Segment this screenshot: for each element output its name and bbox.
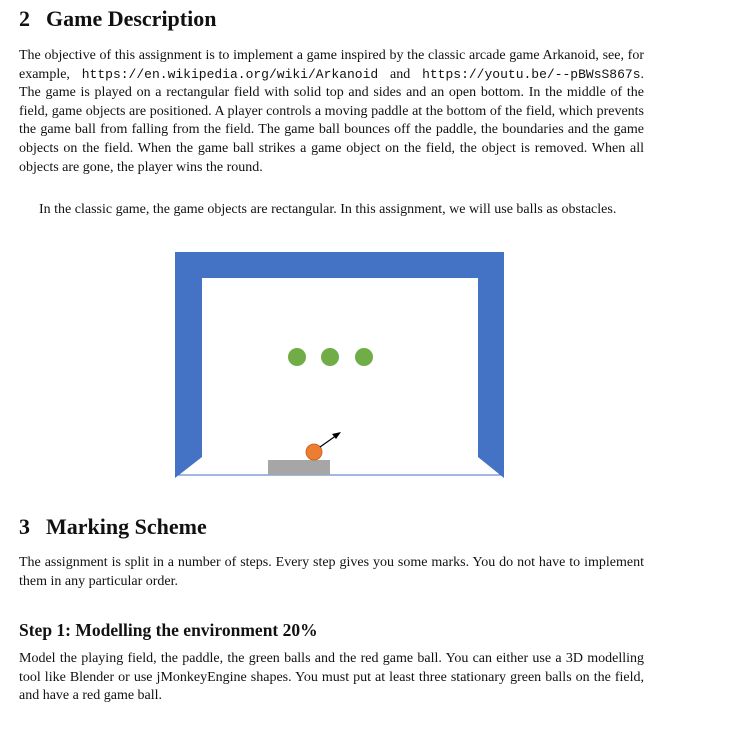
section-title: Marking Scheme <box>46 514 207 539</box>
game-field-figure <box>175 248 505 478</box>
paragraph-game-description <box>19 47 644 177</box>
paragraph-marking-scheme: The assignment is split in a number of steps. Every step gives you some marks. You do not have to implement them in any particular order. <box>19 555 644 589</box>
paragraph-step1: Model the playing field, the paddle, the green balls and the red game ball. You can either use a 3D modelling tool like Blender or use jMonkeyEngine shapes. You must put at least three stationary green balls on the field, and have a red game ball. <box>19 651 644 704</box>
paragraph-obstacles: In the classic game, the game objects are rectangular. In this assignment, we will use balls as obstacles. <box>39 202 617 217</box>
link-wikipedia[interactable]: https://en.wikipedia.org/wiki/Arkanoid <box>81 66 379 82</box>
field-wall <box>175 252 504 478</box>
paragraph-text: The objective of this assignment is to implement a game inspired by the classic arcade game Arkanoid, see, for example, <box>19 48 644 82</box>
step1-heading: Step 1: Modelling the environment 20% <box>19 620 318 640</box>
section-heading-game-description <box>19 6 216 32</box>
paragraph-text: and <box>378 66 423 82</box>
paddle <box>268 460 330 475</box>
obstacle-ball <box>288 348 306 366</box>
section-title: Game Description <box>46 6 217 31</box>
obstacle-ball <box>321 348 339 366</box>
obstacle-ball <box>355 348 373 366</box>
section-heading-marking-scheme <box>19 514 207 540</box>
section-number: 3 <box>19 514 30 539</box>
game-ball <box>306 444 322 460</box>
paragraph-text: . The game is played on a rectangular field with solid top and sides and an open bottom. In the middle of the field, game objects are positioned. A player controls a moving paddle at the bottom of the field, which prevents the game ball from falling from the field. The game ball bounces off the paddle, the boundaries and the game objects on the field. When the game ball strikes a game object on the field, the object is removed. When all objects are gone, the player wins the round. <box>19 66 645 175</box>
link-youtube[interactable]: https://youtu.be/--pBWsS867s <box>422 66 641 82</box>
section-number: 2 <box>19 6 30 31</box>
